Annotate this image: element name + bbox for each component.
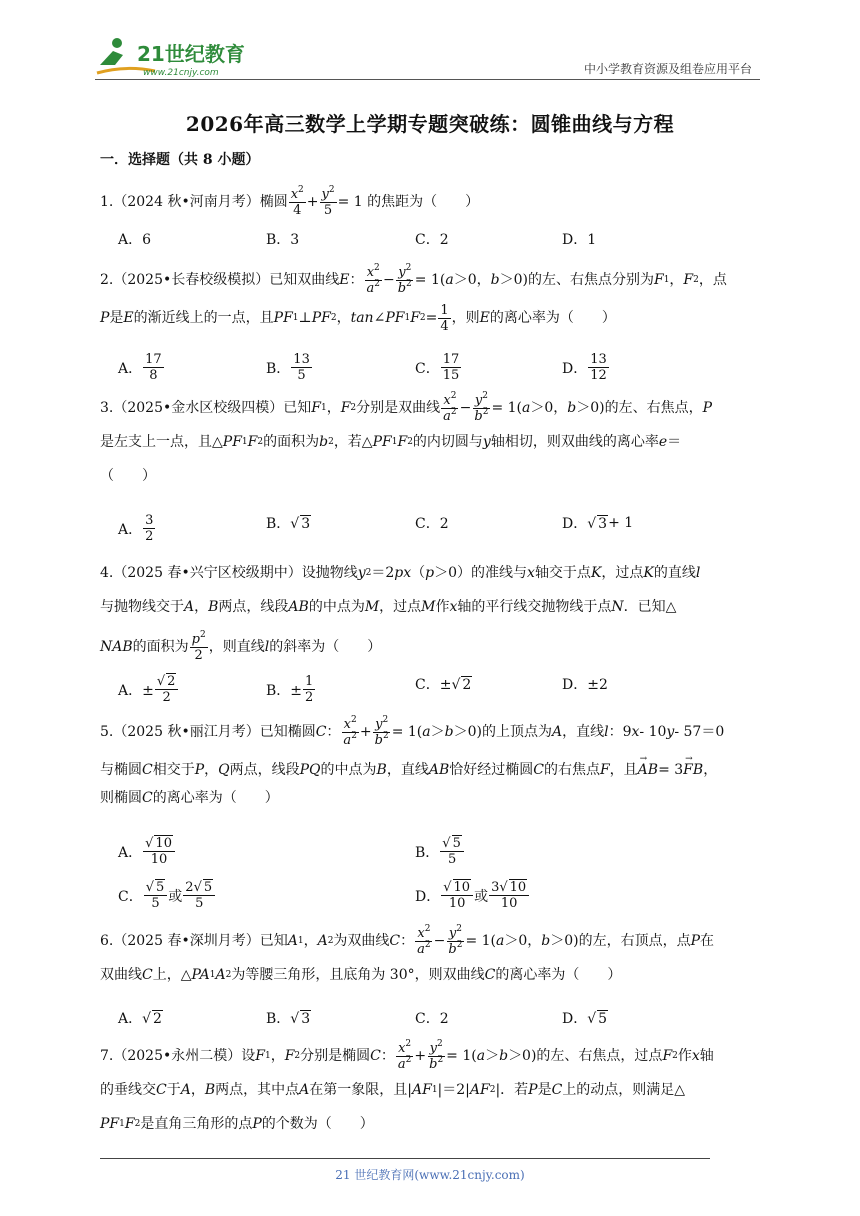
option-a[interactable]: A． $\frac{3}{2}$ [118, 513, 154, 544]
question-source: （2025 秋•丽江月考） [113, 724, 260, 740]
option-a[interactable]: A．√ 2 [118, 1010, 162, 1027]
option-d[interactable]: D．1 [562, 232, 597, 248]
question-3: 3. （2025•金水区校级四模） 已知 F 1 ， F 2 分别是双曲线 $\frac{x^2}{a^2}$ − $\frac{y^2}{b^2}$ = 1( a ＞0， b ＞0)的左、右焦点， P 是左支上一点，且△ PF 1 F 2 的面积为 b 2 ，若△ PF 1 F 2 的内切圆与 y 轴相切，则双曲线的离心率 e ＝ （ ） [100, 390, 713, 484]
option-c[interactable]: C． $\frac{17}{15}$ [415, 352, 460, 383]
svg-text:21世纪教育: 21世纪教育 [137, 42, 245, 66]
page-header [95, 30, 760, 80]
option-b[interactable]: B．√ 3 [266, 1010, 311, 1027]
option-b[interactable]: B． $\frac{13}{5}$ [266, 352, 310, 383]
option-d[interactable]: D． $\frac{13}{12}$ [562, 352, 607, 383]
question-6: 6. （2025 春•深圳月考） 已知 A 1 ， A 2 为双曲线 C ： $\frac{x^2}{a^2}$ − $\frac{y^2}{b^2}$ = 1( a ＞0， b ＞0)的左，右顶点，点 P 在 双曲线 C 上，△ PA 1 A 2 为等腰三角形，且底角为 30°，则双曲线 C 的离心率为（ ） [100, 923, 715, 983]
question-source: （2025 春•兴宁区校级期中） [113, 565, 302, 581]
option-a[interactable]: A．± $\frac{√ 2}{2}$ [118, 674, 179, 705]
option-a[interactable]: A． $\frac{√ 10}{10}$ [118, 836, 176, 867]
option-a[interactable]: A． $\frac{17}{8}$ [118, 352, 162, 383]
option-c[interactable]: C．2 [415, 232, 449, 248]
page-title: 2026年高三数学上学期专题突破练：圆锥曲线与方程 [185, 112, 675, 136]
logo-21cnjy [95, 35, 265, 80]
question-source: （2025•永州二模） [113, 1048, 242, 1064]
header-divider [95, 79, 760, 80]
question-number: 7. [100, 1048, 114, 1064]
option-c[interactable]: C．±√ 2 [415, 676, 472, 693]
option-b[interactable]: B．√ 3 [266, 515, 311, 532]
option-d[interactable]: D．√ 5 [562, 1010, 608, 1027]
question-number: 5. [100, 724, 114, 740]
question-7: 7. （2025•永州二模） 设 F 1 ， F 2 分别是椭圆 C ： $\frac{x^2}{a^2}$ + $\frac{y^2}{b^2}$ = 1( a ＞ b ＞0)的左、右焦点，过点 F 2 作 x 轴 的垂线交 C 于 A ， B 两点，其中点 A 在第一象限，且| AF 1 |＝2| AF 2 |．若 P 是 C 上的动点，则满足△ PF 1 F 2 是直角三角形的点 P 的个数为（ ） [100, 1038, 714, 1132]
question-4: 4. （2025 春•兴宁区校级期中） 设抛物线 y 2 ＝2 px （ p ＞0）的准线与 x 轴交于点 K ，过点 K 的直线 l 与抛物线交于 A ， B 两点，线段 AB 的中点为 M ，过点 M 作 x 轴的平行线交抛物线于点 N ．已知△ NAB 的面积为 $\frac{p^2}{2}$ ，则直线 l 的斜率为（ ） [100, 556, 765, 664]
option-d[interactable]: D．±2 [562, 677, 608, 693]
page-footer: 21 世纪教育网(www.21cnjy.com) [335, 1168, 525, 1182]
question-source: （2025 春•深圳月考） [113, 933, 260, 949]
svg-text:www.21cnjy.com: www.21cnjy.com [143, 68, 219, 78]
option-c[interactable]: C． $\frac{√ 5}{5}$ 或 $\frac{2√ 5}{5}$ [118, 880, 216, 911]
question-number: 1. [100, 194, 114, 210]
option-a[interactable]: A．6 [118, 232, 152, 248]
question-number: 4. [100, 565, 114, 581]
section-heading: 一．选择题（共 8 小题） [100, 152, 260, 168]
question-5: 5. （2025 秋•丽江月考） 已知椭圆 C ： $\frac{x^2}{a^2}$ + $\frac{y^2}{b^2}$ = 1( a ＞ b ＞0)的上顶点为 A ，直线 l ：9 x ‑ 10 y ‑ 57＝0 与椭圆 C 相交于 P ， Q 两点，线段 PQ 的中点为 B ，直线 AB 恰好经过椭圆 C 的右焦点 F ，且 → AB = 3 → FB ， 则椭圆 C 的离心率为（ ） [100, 715, 765, 815]
option-c[interactable]: C．2 [415, 516, 449, 532]
question-number: 2. [100, 272, 114, 288]
question-number: 6. [100, 933, 114, 949]
option-b[interactable]: B．3 [266, 232, 300, 248]
question-1: 1. （2024 秋•河南月考） 椭圆 $\frac{x^2}{4}$ + $\frac{y^2}{5}$ = 1 的焦距为（ ） [100, 184, 480, 218]
option-b[interactable]: B．± $\frac{1}{2}$ [266, 674, 314, 705]
option-c[interactable]: C．2 [415, 1011, 449, 1027]
question-source: （2025•长春校级模拟） [113, 272, 270, 288]
question-2: 2. （2025•长春校级模拟） 已知双曲线 E ： $\frac{x^2}{a^2}$ − $\frac{y^2}{b^2}$ = 1( a ＞0， b ＞0)的左、右焦点分别为 F 1 ， F 2 ，点 P 是 E 的渐近线上的一点，且 PF 1 ⊥ PF 2 ， tan ∠ PF 1 F 2 = $\frac{1}{4}$ ，则 E 的离心率为（ ） [100, 262, 727, 334]
option-d[interactable]: D． $\frac{√ 10}{10}$ 或 $\frac{3√ 10}{10}$ [415, 880, 530, 911]
question-source: （2024 秋•河南月考） [113, 194, 260, 210]
option-b[interactable]: B． $\frac{√ 5}{5}$ [415, 836, 465, 867]
question-number: 3. [100, 400, 114, 416]
platform-name: 中小学教育资源及组卷应用平台 [583, 62, 752, 76]
option-d[interactable]: D．√ 3 + 1 [562, 515, 634, 532]
footer-divider [100, 1158, 710, 1159]
question-source: （2025•金水区校级四模） [113, 400, 284, 416]
